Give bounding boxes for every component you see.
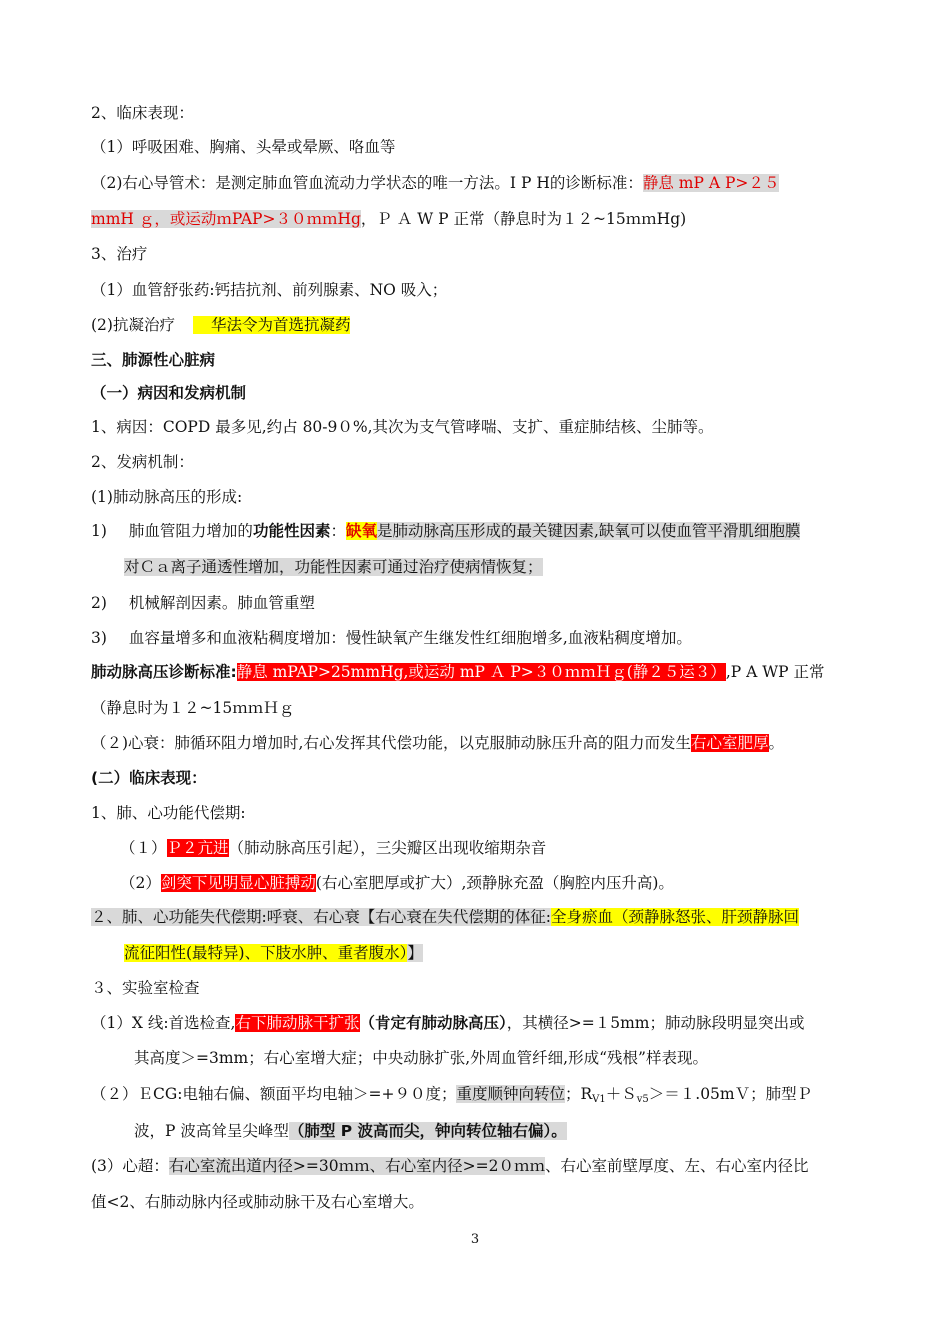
paragraph-echocardiography-cont: 值<2、右肺动脉内径或肺动脉干及右心室增大。 <box>91 1193 424 1211</box>
subxiphoid-highlight: 剑突下见明显心脏搏动 <box>160 874 316 892</box>
paragraph-decompensated-phase-cont: 流征阳性(最特异)、下肢水肿、重者腹水）】 <box>124 944 423 962</box>
clockwise-rotation-highlight: 重度顺钟向转位 <box>456 1085 565 1103</box>
echo-criteria-highlight: 右心室流出道内径>=30ｍｍ、右心室内径>=2０ｍｍ <box>168 1157 545 1175</box>
paragraph-right-heart-catheter: （2)右心导管术：是测定肺血管血流动力学状态的唯一方法。I P H的诊断标准：静息 mP A P>２５ <box>91 174 780 192</box>
paragraph-pulmonary-hypertension-formation: (1)肺动脉高压的形成: <box>91 488 243 506</box>
paragraph-ecg-cont: 波，P 波高耸呈尖峰型（肺型 P 波高而尖，钟向转位轴右偏）。 <box>134 1122 567 1140</box>
iph-criteria-highlight-cont: mmH ｇ，或运动ｍPAP>３０ｍｍHg <box>91 210 361 228</box>
paragraph-ecg: （２）ＥCG:电轴右偏、额面平均电轴＞=+９０度；重度顺钟向转位；$R_{V1}+S_{v5}>=1.05mV$；肺型Ｐ <box>91 1085 813 1105</box>
paragraph-symptoms: （1）呼吸困难、胸痛、头晕或晕厥、咯血等 <box>91 138 396 156</box>
paragraph-pathogenesis: 2、发病机制： <box>91 453 194 471</box>
paragraph-ph-diagnostic-criteria-cont: （静息时为１２~15ｍｍＨｇ <box>91 699 295 717</box>
subsection-heading-clinical: (二）临床表现： <box>91 769 207 787</box>
ph-criteria-highlight: 静息 mPAP>25mmHg,或运动 mP Ａ P>３０ｍｍＨｇ(静２５运３） <box>236 663 726 681</box>
paragraph-right-heart-catheter-cont: mmH ｇ，或运动ｍPAP>３０ｍｍHg，Ｐ Ａ W P 正常（静息时为１２~15ｍｍHg) <box>91 210 687 228</box>
heading-clinical-manifestations: 2、临床表现： <box>91 104 194 122</box>
heading-treatment: 3、治疗 <box>91 245 148 263</box>
list-item-functional-factors: 1) 肺血管阻力增加的功能性因素：缺氧是肺动脉高压形成的最关键因素,缺氧可以使血管平滑肌细胞膜 <box>91 522 801 540</box>
paragraph-heart-failure: （２)心衰：肺循环阻力增加时,右心发挥其代偿功能，以克服肺动脉压升高的阻力而发生右心室肥厚。 <box>91 734 785 752</box>
iph-criteria-highlight: 静息 mP A P>２５ <box>642 174 780 192</box>
paragraph-etiology: 1、病因：COPD 最多见,约占 80-9０%,其次为支气管哮喘、支扩、重症肺结核、尘肺等。 <box>91 418 714 436</box>
page-number: 3 <box>470 1232 480 1247</box>
list-item-blood-volume: 3) 血容量增多和血液粘稠度增加：慢性缺氧产生继发性红细胞增多,血液粘稠度增加。 <box>91 629 692 647</box>
section-heading-cor-pulmonale: 三、肺源性心脏病 <box>91 351 216 369</box>
paragraph-xray: （1）X 线:首选检查,右下肺动脉干扩张（肯定有肺动脉高压），其横径>=１5mm；肺动脉段明显突出或 <box>91 1014 805 1032</box>
warfarin-highlight: 华法令为首选抗凝药 <box>193 316 351 334</box>
paragraph-p2-accentuated: （１）Ｐ２亢进（肺动脉高压引起），三尖瓣区出现收缩期杂音 <box>120 839 547 857</box>
rv-hypertrophy-highlight: 右心室肥厚 <box>690 734 769 752</box>
list-item-functional-factors-cont: 对Ｃａ离子通透性增加，功能性因素可通过治疗使病情恢复； <box>124 558 543 576</box>
paragraph-xray-cont: 其高度＞=3mm；右心室增大症；中央动脉扩张,外周血管纤细,形成“残根”样表现。 <box>134 1049 708 1067</box>
list-item-mechanical-factors: 2) 机械解剖因素。肺血管重塑 <box>91 594 315 612</box>
paragraph-anticoagulation: (2)抗凝治疗 华法令为首选抗凝药 <box>91 316 351 334</box>
heading-lab-tests: ３、实验室检查 <box>91 979 200 997</box>
paragraph-echocardiography: (3）心超：右心室流出道内径>=30ｍｍ、右心室内径>=2０ｍｍ、右心室前壁厚度、左、右心室内径比 <box>91 1157 809 1175</box>
paragraph-subxiphoid-pulsation: （2）剑突下见明显心脏搏动(右心室肥厚或扩大）,颈静脉充盈（胸腔内压升高)。 <box>120 874 674 892</box>
p2-highlight: Ｐ２亢进 <box>166 839 229 857</box>
subsection-heading-etiology: （一）病因和发病机制 <box>91 384 247 402</box>
congestion-highlight-cont: 流征阳性(最特异)、下肢水肿、重者腹水） <box>124 944 408 962</box>
hypoxia-highlight: 缺氧 <box>345 522 377 540</box>
paragraph-compensated-phase: 1、肺、心功能代偿期: <box>91 804 246 822</box>
paragraph-vasodilators: （1）血管舒张药:钙拮抗剂、前列腺素、NO 吸入； <box>91 281 448 299</box>
congestion-highlight: 全身瘀血（颈静脉怒张、肝颈静脉回 <box>550 908 799 926</box>
right-pulmonary-artery-highlight: 右下肺动脉干扩张 <box>235 1014 360 1032</box>
paragraph-decompensated-phase: ２、肺、心功能失代偿期:呼衰、右心衰【右心衰在失代偿期的体征:全身瘀血（颈静脉怒张、肝颈静脉回 <box>91 908 799 926</box>
paragraph-ph-diagnostic-criteria: 肺动脉高压诊断标准:静息 mPAP>25mmHg,或运动 mP Ａ P>３０ｍｍＨｇ(静２５运３）,P A WP 正常 <box>91 663 825 681</box>
